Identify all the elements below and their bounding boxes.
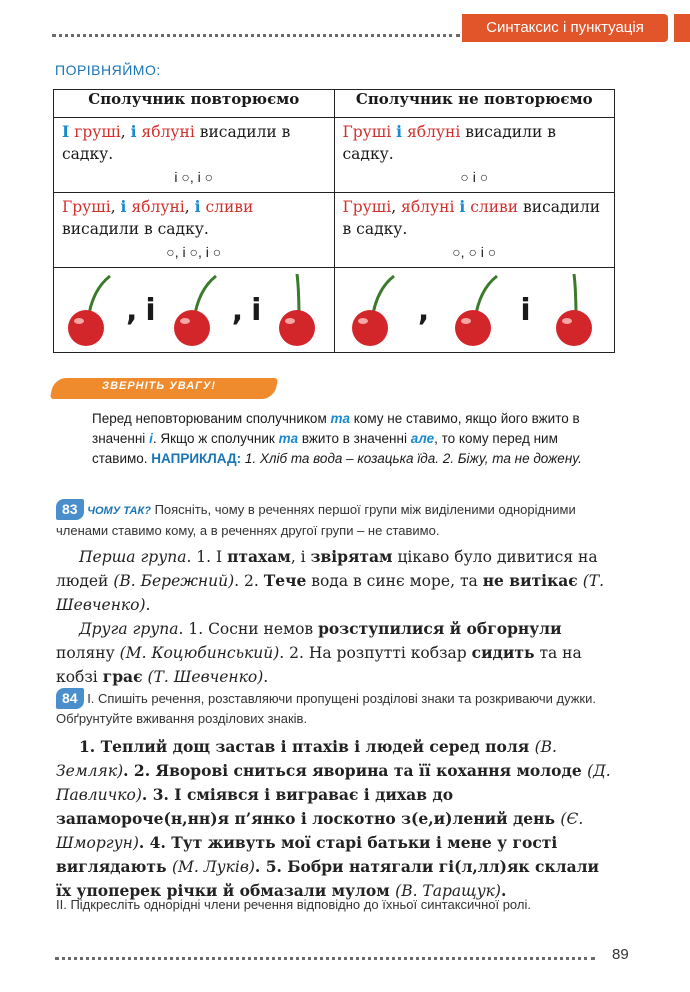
compare-title: ПОРІВНЯЙМО: [55,62,161,78]
word: груші [74,123,121,141]
task-84 [56,688,616,728]
separator: , [231,292,244,328]
note-text: . Якщо ж сполучник [152,431,279,446]
text: . 4. Тут живуть мої старі батьки і мене у гості виглядають [56,833,558,876]
table-header-row [54,90,615,118]
cherry-icon [546,270,606,350]
word: Груші [342,123,392,141]
col-header-norepeat: Сполучник не повторюємо [334,90,615,118]
text: цікаво було дивитися на людей [56,548,598,590]
text: та на кобзі [56,644,582,686]
task-84-part2: ІІ. Підкресліть однорідні члени речення відповідно до їхньої синтаксичної ролі. [56,897,531,912]
word: яблуні [141,123,195,141]
conj: і [459,197,466,216]
text: . 3. І сміявся і виграває і дихав до запамороче(н,нн)я п’янко і лоскотно з(е,и)лений день [56,785,561,828]
text: . [145,596,151,614]
footer-dotted-line [55,957,595,960]
sentence-rest: висадили в садку. [62,220,209,238]
text: . 2. На розпутті кобзар [279,644,472,662]
conj: і [120,197,127,216]
note-text: кому не ставимо, якщо його вжито в значенні [92,411,580,446]
text: вода в синє море, та [306,572,483,590]
text: . [263,668,269,686]
text: , і [290,548,311,566]
col-header-repeat: Сполучник повторюємо [54,90,335,118]
task-text: І. Спишіть речення, розставляючи пропущені розділові знаки та розкриваючи дужки. Обґрунтуйте вживання розділових знаків. [56,691,596,726]
cell-norepeat-3 [334,193,615,268]
example: 1. Хліб та вода – козацька їда. [241,451,439,466]
table-row [54,118,615,193]
author: (В. Земляк) [56,738,557,780]
cherry-icon [164,270,224,350]
author: (М. Коцюбинський) [119,644,280,662]
note-text: , то кому перед ним ставимо. [92,431,558,466]
author: (Д. Павличко) [56,762,611,804]
scheme: ○, ○ і ○ [452,244,497,260]
word: Груші [62,198,111,216]
group-label: Перша група [79,548,187,566]
word: яблуні [406,123,461,141]
note-text: Перед неповторюваним сполучником [92,411,331,426]
comparison-table [53,89,615,353]
word: яблуні [131,198,185,216]
group-1 [56,545,616,617]
comma: , [184,198,195,216]
text: . [500,881,507,900]
task-number: 83 [56,499,84,520]
highlight: звірятам [310,547,393,566]
word: Груші [342,198,392,216]
note-text: вжито в значенні [298,431,411,446]
comma: , [110,198,121,216]
highlight: не витікає [482,571,578,590]
note-keyword: і [149,431,153,446]
separator: і [251,292,262,328]
author: (Т. Шевченко) [56,572,604,614]
example-label: НАПРИКЛАД: [151,451,242,466]
author: (В. Таращук) [395,882,501,900]
note-keyword: та [330,411,350,426]
author: (Є. Шморгун) [56,810,584,852]
cherry-icon [342,270,402,350]
highlight: Тече [263,571,307,590]
task-83 [56,499,616,540]
note-keyword: та [278,431,299,446]
text: . 1. І [186,548,228,566]
scheme: ○, і ○, і ○ [166,244,222,260]
text: . 2. [234,572,264,590]
text: 1. Теплий дощ застав і птахів і людей серед поля [79,737,535,756]
highlight: птахам [227,547,291,566]
header-dotted-line [52,34,460,37]
sentence-rest: висадили в садку. [342,198,601,238]
cell-repeat-2: І груші, і яблуні висадили в садку. і ○, і ○ [54,118,335,193]
attention-badge: ЗВЕРНІТЬ УВАГУ! [102,380,217,392]
table-row-pictures [54,268,615,353]
highlight: грає [102,667,143,686]
word: сливи [205,198,254,216]
separator: , [126,292,138,328]
group-label: Друга група [79,620,179,638]
word: сливи [470,198,519,216]
note-keyword: але [410,431,435,446]
cherry-icon [58,270,118,350]
author: (М. Луків) [171,858,255,876]
conj: і [130,122,137,141]
table-row [54,193,615,268]
task-text: Поясніть, чому в реченнях першої групи між виділеними однорідними членами ставимо кому, а в реченнях другої групи – не ставимо. [56,502,576,538]
group-2 [56,617,616,689]
example: 2. Біжу, та не дожену. [438,451,582,466]
cell-repeat-3 [54,193,335,268]
author: (Т. Шевченко) [147,668,264,686]
scheme: ○ і ○ [460,169,489,185]
separator: і [520,292,531,328]
cherry-icon [445,270,505,350]
conj: і [396,122,403,141]
author: (В. Бережний) [113,572,235,590]
word: яблуні [401,198,455,216]
separator: , [417,292,430,328]
attention-note [92,409,614,469]
cell-norepeat-2 [334,118,615,193]
text: . 1. Сосни немов [178,620,319,638]
text: . 2. Яворові сниться яворина та її кохання молоде [123,761,588,780]
cherry-cell-right [334,268,615,353]
cherry-cell-left [54,268,335,353]
text: поляну [56,644,120,662]
sentence-rest: висадили в садку. [342,123,556,163]
conj: І [62,122,70,141]
exercise-84 [56,735,616,903]
why-label: ЧОМУ ТАК? [87,505,151,517]
comma: , [391,198,402,216]
highlight: розступилися й обгорнули [318,619,562,638]
separator: і [145,292,156,328]
text: . 5. Бобри натягали гі(л,лл)як склали їх упоперек річки й обмазали мулом [56,857,600,900]
page-number: 89 [612,946,629,963]
cherry-icon [269,270,329,350]
section-header: Синтаксис і пунктуація [462,14,668,42]
task-number: 84 [56,688,84,709]
sentence-rest: висадили в садку. [62,123,291,163]
conj: і [194,197,201,216]
scheme: і ○, і ○ [174,169,214,185]
header-edge-bar [674,14,690,42]
highlight: сидить [471,643,535,662]
